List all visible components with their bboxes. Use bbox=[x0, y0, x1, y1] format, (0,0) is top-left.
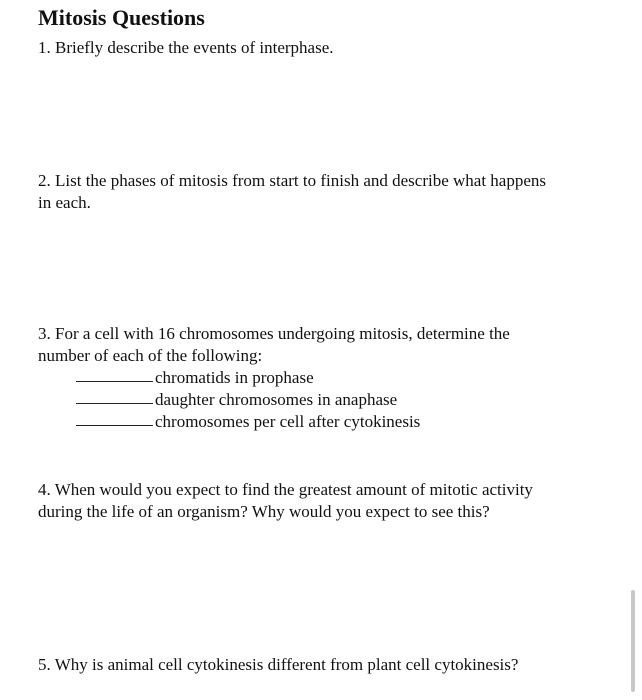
question-2-line-1: 2. List the phases of mitosis from start to finish and describe what happens bbox=[38, 171, 547, 190]
question-4 bbox=[38, 479, 618, 523]
question-3 bbox=[38, 323, 618, 433]
question-4-line-1: 4. When would you expect to find the greatest amount of mitotic activity bbox=[38, 480, 533, 499]
page-title: Mitosis Questions bbox=[38, 5, 205, 30]
answer-blank-chromosomes-per-cell[interactable] bbox=[76, 410, 153, 426]
question-3-line-1: 3. For a cell with 16 chromosomes undergoing mitosis, determine the bbox=[38, 324, 510, 343]
answer-blank-daughter-chromosomes[interactable] bbox=[76, 388, 153, 404]
question-1-text: 1. Briefly describe the events of interphase. bbox=[38, 38, 334, 57]
question-1 bbox=[38, 37, 618, 59]
answer-label-daughter-chromosomes: daughter chromosomes in anaphase bbox=[155, 390, 398, 409]
question-4-line-2: during the life of an organism? Why would you expect to see this? bbox=[38, 502, 490, 521]
answer-row-daughter-chromosomes bbox=[38, 389, 618, 411]
answer-label-chromosomes-per-cell: chromosomes per cell after cytokinesis bbox=[155, 412, 421, 431]
answer-row-chromatids bbox=[38, 367, 618, 389]
question-5-text: 5. Why is animal cell cytokinesis different from plant cell cytokinesis? bbox=[38, 655, 519, 674]
question-5 bbox=[38, 654, 618, 676]
answer-blank-chromatids[interactable] bbox=[76, 366, 153, 382]
question-3-line-2: number of each of the following: bbox=[38, 346, 263, 365]
answer-label-chromatids: chromatids in prophase bbox=[155, 368, 314, 387]
vertical-scrollbar[interactable] bbox=[631, 590, 635, 692]
question-2-line-2: in each. bbox=[38, 193, 91, 212]
question-2 bbox=[38, 170, 618, 214]
answer-row-chromosomes-per-cell bbox=[38, 411, 618, 433]
